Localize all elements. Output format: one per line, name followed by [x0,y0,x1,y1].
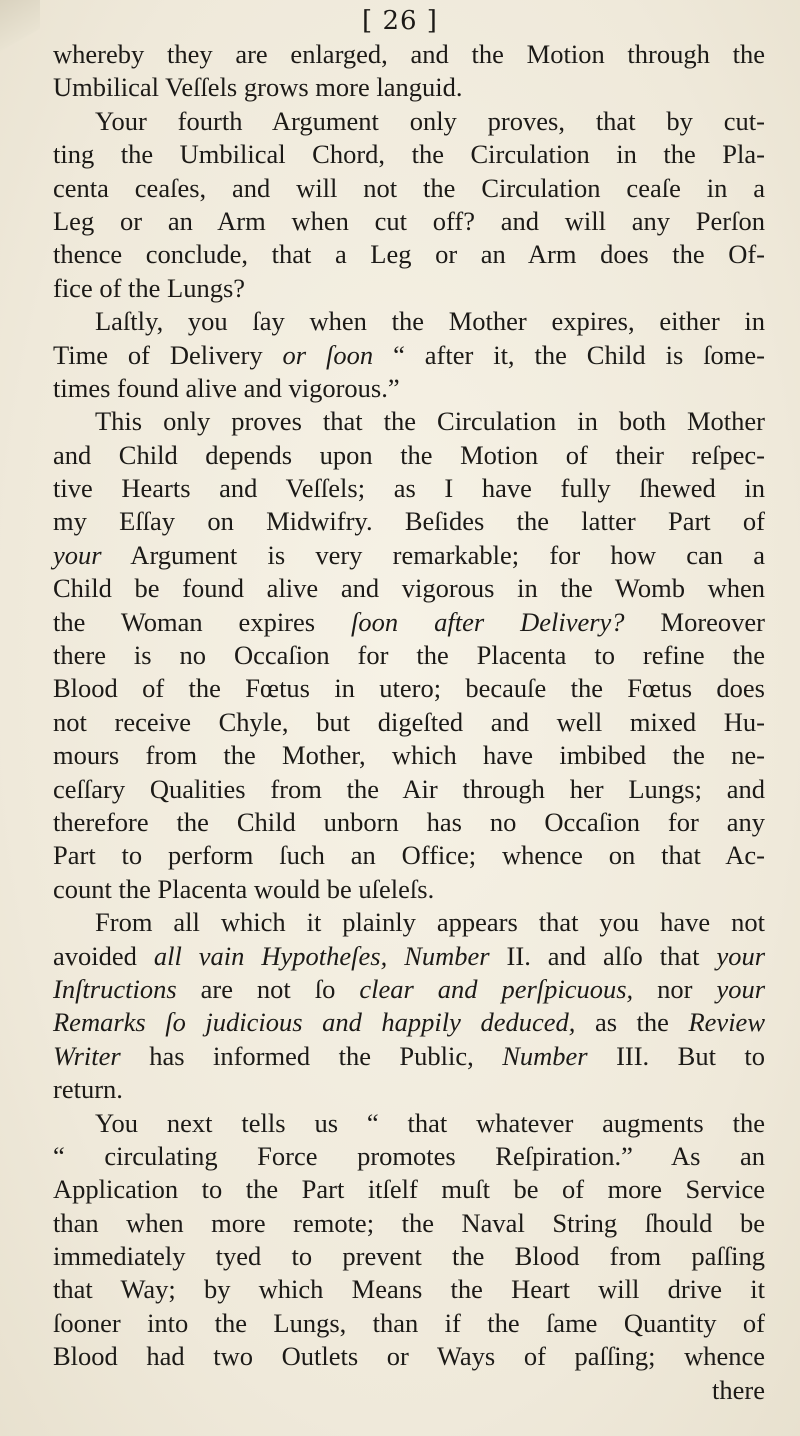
text-line: Blood had two Outlets or Ways of paſſing; whence [53,1341,765,1372]
text-line: immediately tyed to prevent the Blood from paſſing [53,1241,765,1272]
text-line: Child be found alive and vigorous in the Womb when [53,573,765,604]
text-line: whereby they are enlarged, and the Motion through the [53,39,765,69]
text-line: return. [53,1074,123,1105]
text-line: tive Hearts and Veſſels; as I have fully ſhewed in [53,473,765,504]
text-line: Writer has informed the Public, Number III. But to [53,1040,766,1071]
text-line: not receive Chyle, but digeſted and well mixed Hu- [53,706,765,737]
text-line: “ circulating Force promotes Reſpiration.” As an [53,1140,765,1171]
text-line: that Way; by which Means the Heart will drive it [53,1274,765,1305]
text-line: Your fourth Argument only proves, that by cut- [95,105,765,136]
text-line: From all which it plainly appears that you have not [95,907,765,938]
text-line: your Argument is very remarkable; for how can a [53,539,765,570]
text-line: Leg or an Arm when cut off? and will any Perſon [53,205,765,236]
text-line: the Woman expires ſoon after Delivery? Moreover [53,606,765,637]
text-line: ſooner into the Lungs, than if the ſame Quantity of [53,1307,765,1338]
text-line: This only proves that the Circulation in both Mother [95,406,765,437]
text-line: Time of Delivery or ſoon “ after it, the Child is ſome- [53,339,765,370]
text-line: You next tells us “ that whatever augments the [95,1107,765,1138]
text-line: times found alive and vigorous.” [53,372,400,403]
text-line: count the Placenta would be uſeleſs. [53,873,435,904]
text-line: my Eſſay on Midwifry. Beſides the latter Part of [53,506,765,537]
text-line: than when more remote; the Naval String ſhould be [53,1207,765,1238]
body-text [53,38,765,1407]
text-line: there is no Occaſion for the Placenta to refine the [53,640,765,671]
text-line: Part to perform ſuch an Office; whence on that Ac- [53,840,765,871]
page-number: [ 26 ] [362,6,438,36]
text-line: thence conclude, that a Leg or an Arm does the Of- [53,239,765,270]
text-line: Remarks ſo judicious and happily deduced, as the Review [53,1007,765,1038]
text-line: ting the Umbilical Chord, the Circulation in the Pla- [53,139,765,170]
text-line: Umbilical Veſſels grows more languid. [53,72,463,103]
text-line: Application to the Part itſelf muſt be of more Service [53,1174,765,1205]
catchword: there [712,1374,765,1405]
text-line: therefore the Child unborn has no Occaſion for any [53,806,765,837]
text-line: ceſſary Qualities from the Air through her Lungs; and [53,773,765,804]
text-line: Laſtly, you ſay when the Mother expires, either in [95,306,765,337]
text-line: centa ceaſes, and will not the Circulation ceaſe in a [53,172,765,203]
text-line: mours from the Mother, which have imbibed the ne- [53,740,765,771]
text-line: fice of the Lungs? [53,272,246,303]
text-line: avoided all vain Hypotheſes, Number II. and alſo that your [53,940,766,971]
text-line: Blood of the Fœtus in utero; becauſe the Fœtus does [53,673,765,704]
text-line: Inſtructions are not ſo clear and perſpicuous, nor your [53,973,766,1004]
text-line: and Child depends upon the Motion of their reſpec- [53,439,765,470]
